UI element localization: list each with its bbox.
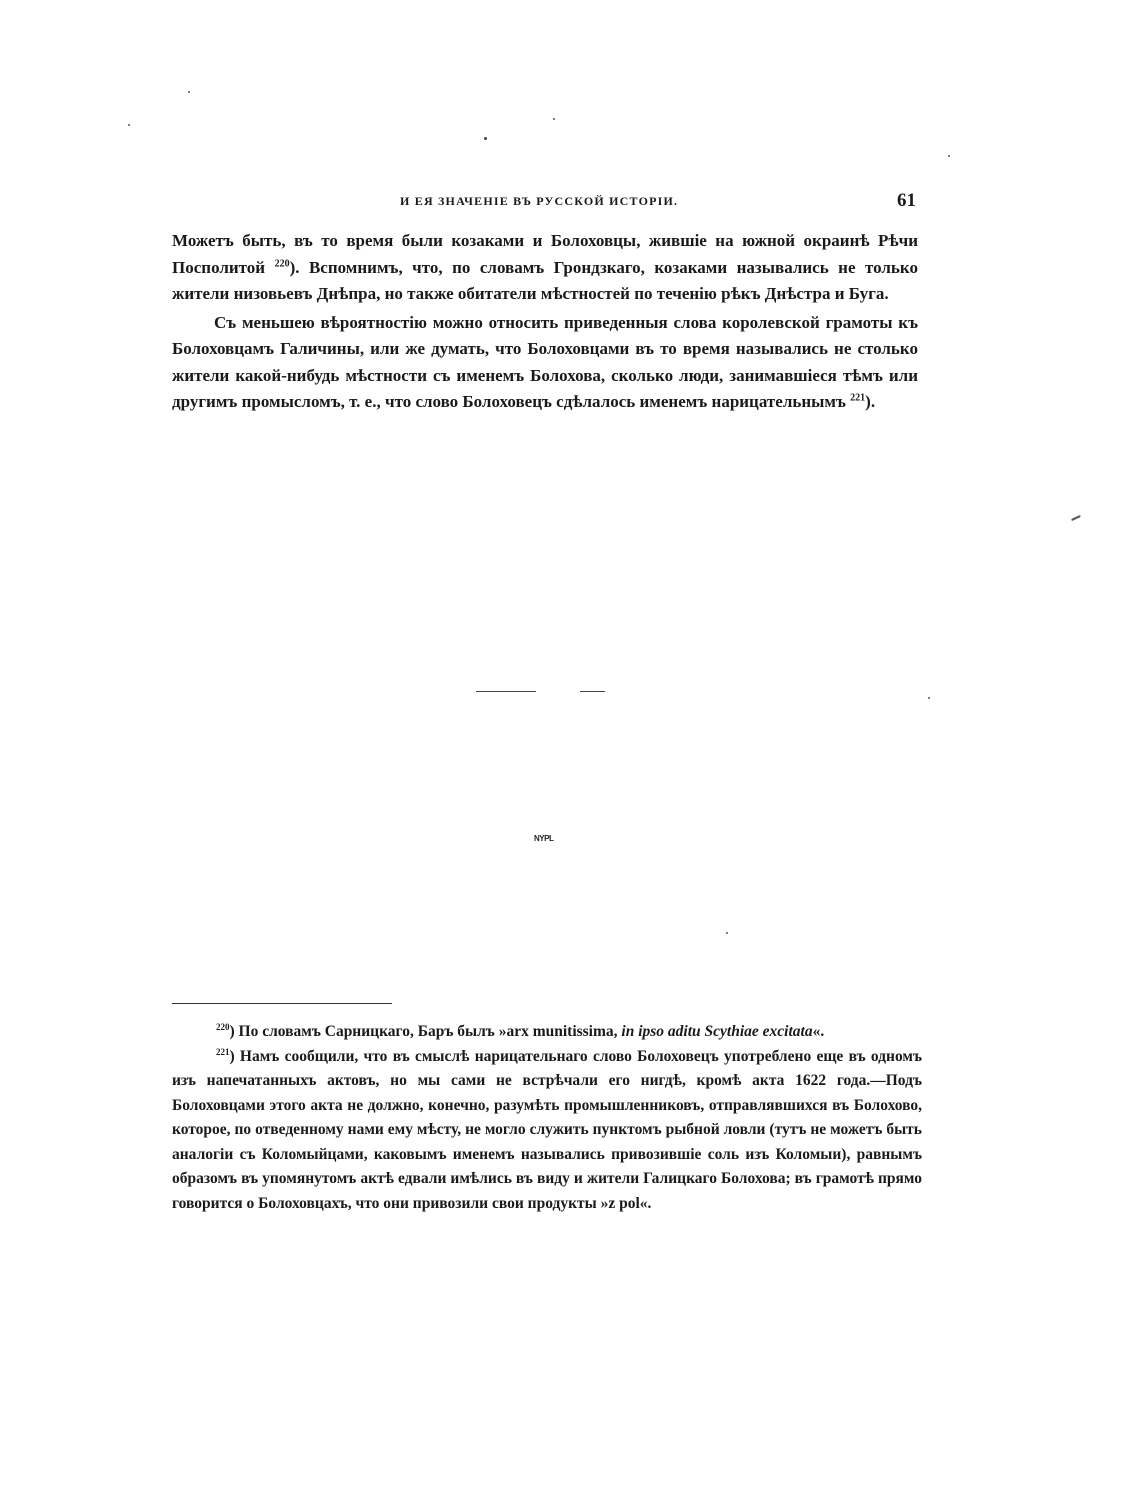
footnote-220-latin: in ipso aditu Scythiae excitata [621,1023,813,1040]
scan-speck [1071,515,1081,521]
scan-speck [726,932,728,934]
footnote-221-text: ) Намъ сообщили, что въ смыслѣ нарицательнаго слово Болоховецъ употреблено еще въ одномъ изъ напечатанныхъ актовъ, но мы сами не встрѣчали его нигдѣ, кромѣ акта 1622 года.—Подъ Болоховцами этого акта не должно, конечно, разумѣть промышленниковъ, отправлявшихся въ Болохово, которое, по отведенному нами ему мѣсту, не могло служить пунктомъ рыбной ловли (тутъ не можетъ быть аналогіи съ Коломыйцами, каковымъ именемъ назывались привозившіе соль изъ Коломыи), равнымъ образомъ въ упомянутомъ актѣ едвали имѣлись въ виду и жители Галицкаго Болохова; въ грамотѣ прямо говорится о Болоховцахъ, что они привозили свои продукты »z pol«. [172,1047,922,1212]
paragraph-2 [172,310,918,416]
footnote-220-mark: 220 [216,1021,230,1032]
footnote-221 [172,1045,922,1217]
footnote-220 [172,1020,922,1045]
footnote-ref-220: 220 [274,257,290,269]
scan-speck [128,124,130,126]
running-head [172,190,918,214]
paragraph-2-text-a: Съ меньшею вѣроятностію можно относить приведенныя слова королевской грамоты къ Болоховцамъ Галичины, или же думать, что Болоховцами въ то время назывались не столько жители какой-нибудь мѣстности съ именемъ Болохова, сколько люди, занимавшіеся тѣмъ или другимъ промысломъ, т. е., что слово Болоховецъ сдѣлалось именемъ нарицательнымъ [172,312,918,411]
scan-speck [188,91,190,93]
body-text [172,228,918,416]
scan-speck [484,137,487,140]
ornament-line-right [580,691,605,692]
scan-speck [553,118,555,120]
footnote-221-mark: 221 [216,1046,230,1057]
footnote-220-text-b: «. [812,1023,825,1040]
footnote-rule [172,1003,392,1004]
paragraph-1-text-a: Можетъ быть, въ то время были козаками и Болоховцы, жившіе на южной окраинѣ Рѣчи Посполитой [172,231,918,277]
footnote-220-text-a: ) По словамъ Сарницкаго, Баръ былъ »arx munitissima, [229,1023,622,1040]
footnote-ref-221: 221 [850,392,866,404]
scan-speck [928,697,930,699]
footnotes [172,1020,922,1216]
paragraph-2-text-b: ). [865,392,876,411]
ornament-line-left [476,691,536,692]
running-title: И ЕЯ ЗНАЧЕНІЕ ВЪ РУССКОЙ ИСТОРІИ. [400,194,679,208]
paragraph-1-text-b: ). Вспомнимъ, что, по словамъ Грондзкаго, козаками назывались не только жители низовьевъ Днѣпра, но также обитатели мѣстностей по теченію рѣкъ Днѣстра и Буга. [172,257,918,303]
scan-speck [948,155,950,157]
page-number: 61 [897,190,916,211]
paragraph-1 [172,228,918,308]
library-stamp: NYPL [534,834,554,843]
